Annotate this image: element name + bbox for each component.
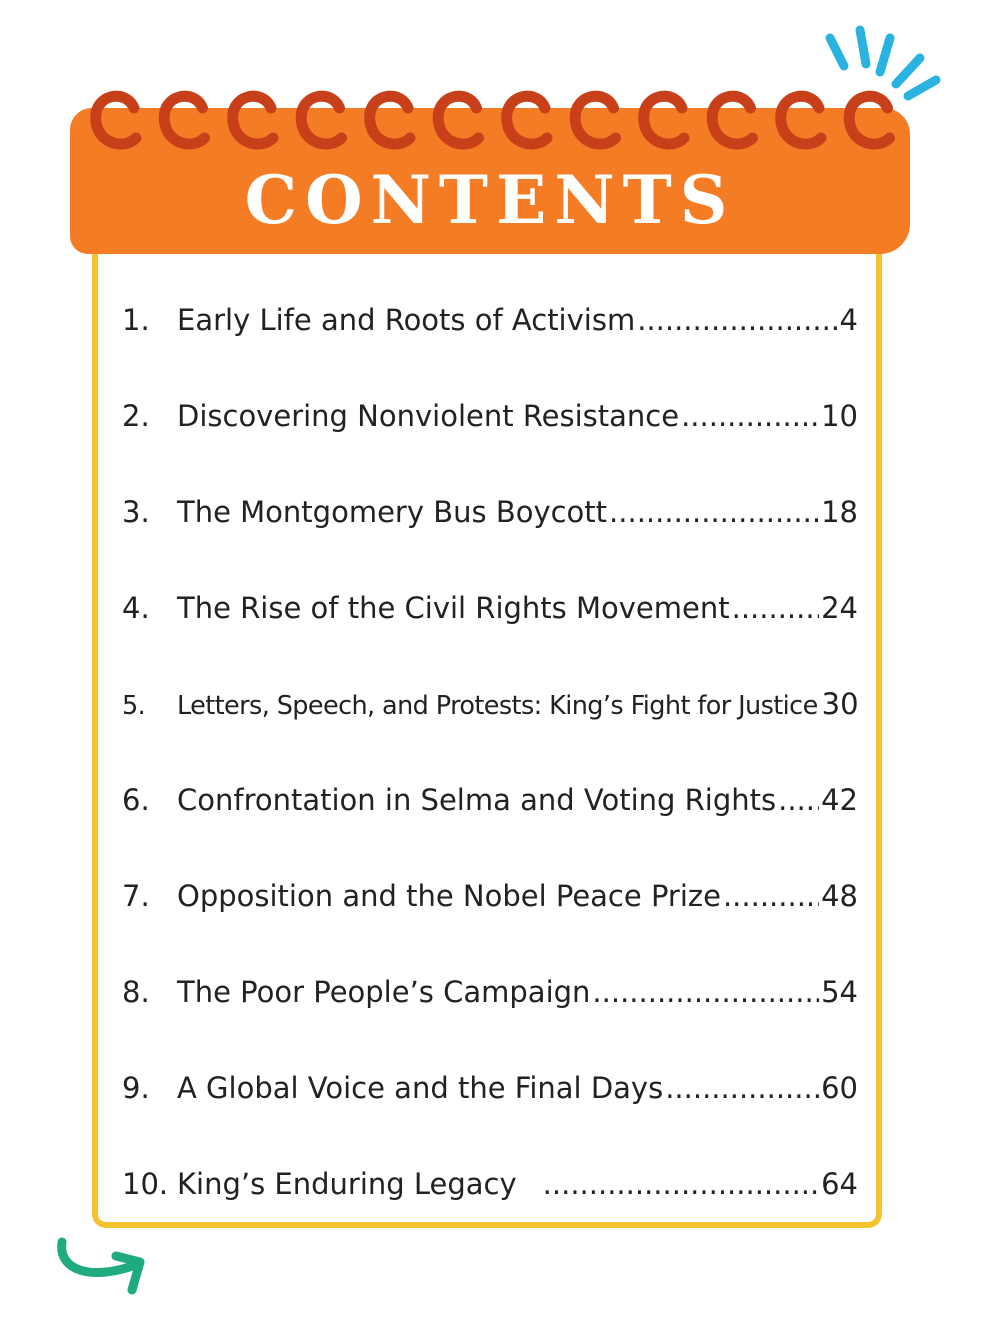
toc-entry-title: A Global Voice and the Final Days [177,1071,664,1105]
toc-entry-number: 7. [122,879,150,913]
toc-entry-number: 2. [122,399,150,433]
spiral-ring-icon [164,96,204,144]
toc-entry-title: King’s Enduring Legacy [177,1167,517,1201]
spiral-ring-icon [849,96,889,144]
spiral-binding [80,78,900,168]
toc-entry-1[interactable] [122,292,858,388]
toc-entry-page: 42 [821,783,858,817]
toc-entry-page: 10 [821,399,858,433]
dot-leader [732,580,819,636]
spiral-ring-icon [712,96,752,144]
toc-entry-page: 24 [821,591,858,625]
spiral-ring-icon [781,96,821,144]
toc-entry-title: Discovering Nonviolent Resistance [177,399,680,433]
spiral-ring-icon [370,96,410,144]
dot-leader [609,484,819,540]
toc-entry-page: 60 [821,1071,858,1105]
toc-entry-title: Opposition and the Nobel Peace Prize [177,879,721,913]
toc-entry-page: 18 [821,495,858,529]
toc-entry-10[interactable] [122,1156,858,1252]
toc-entry-number: 6. [122,783,150,817]
toc-entry-6[interactable] [122,772,858,868]
toc-entry-page: 30 [821,687,859,721]
toc-entry-title: The Poor People’s Campaign [177,975,591,1009]
dot-leader [543,1156,819,1212]
spiral-ring-icon [438,96,478,144]
toc-entry-number: 8. [122,975,150,1009]
toc-entry-2[interactable] [122,388,858,484]
toc-entry-number: 4. [122,591,150,625]
toc-entry-4[interactable] [122,580,858,676]
toc-entry-number: 9. [122,1071,150,1105]
toc-entry-page: 4 [839,303,858,337]
toc-entry-page: 54 [821,975,858,1009]
toc-entry-3[interactable] [122,484,858,580]
toc-entry-title: Confrontation in Selma and Voting Rights [177,783,777,817]
toc-entry-8[interactable] [122,964,858,1060]
dot-leader [637,292,837,348]
toc-entry-title: The Rise of the Civil Rights Movement [177,591,730,625]
toc-entry-title: Letters, Speech, and Protests: King’s Fight for Justice [177,691,818,721]
page-title: CONTENTS [244,161,736,239]
spiral-ring-icon [507,96,547,144]
table-of-contents [122,292,858,1252]
dot-leader [592,964,819,1020]
toc-entry-5[interactable] [122,676,858,772]
toc-entry-number: 3. [122,495,150,529]
toc-entry-title: Early Life and Roots of Activism [177,303,636,337]
spiral-ring-icon [575,96,615,144]
toc-entry-7[interactable] [122,868,858,964]
toc-entry-number: 5. [122,691,146,721]
toc-entry-page: 48 [821,879,858,913]
toc-entry-number: 10. [122,1167,169,1201]
spiral-ring-icon [96,96,136,144]
toc-entry-title: The Montgomery Bus Boycott [177,495,608,529]
curved-arrow-icon [50,1230,160,1310]
spiral-ring-icon [301,96,341,144]
spiral-ring-icon [233,96,273,144]
dot-leader [723,868,819,924]
toc-entry-page: 64 [821,1167,858,1201]
toc-entry-number: 1. [122,303,150,337]
dot-leader [665,1060,819,1116]
spiral-ring-icon [644,96,684,144]
toc-entry-9[interactable] [122,1060,858,1156]
dot-leader [778,772,819,828]
dot-leader [681,388,819,444]
